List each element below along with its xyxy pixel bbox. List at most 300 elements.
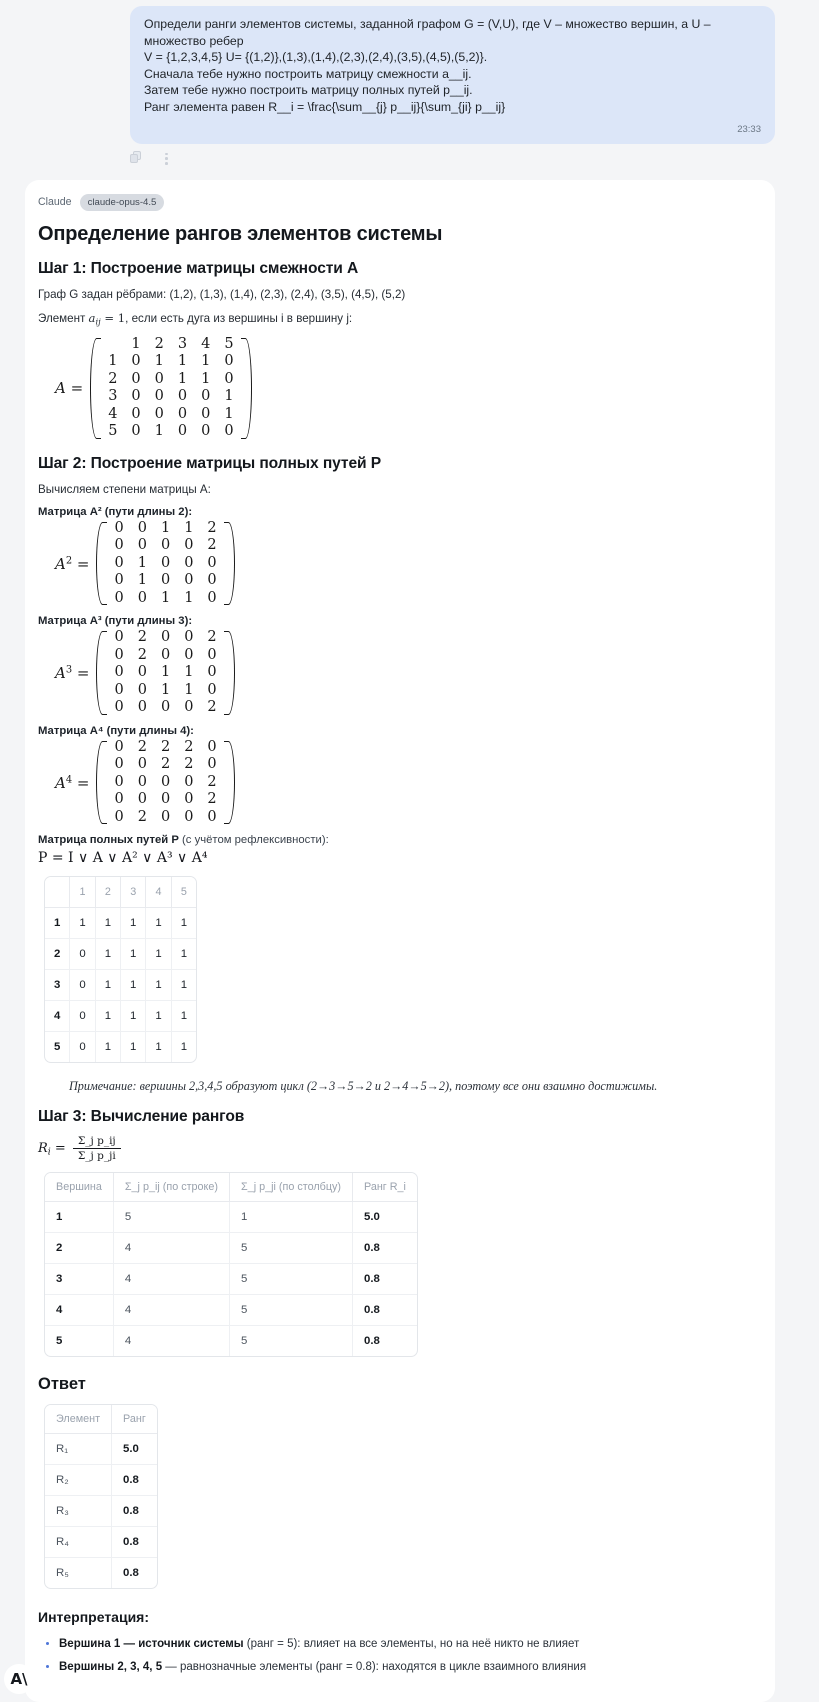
user-message-line: V = {1,2,3,4,5} U= {(1,2)},(1,3),(1,4),(2,3),(2,4),(3,5),(4,5),(5,2)}.: [144, 50, 488, 65]
rank-formula: [38, 1135, 757, 1162]
matrix-cell: 0: [114, 773, 124, 790]
element-def-post: , если есть дуга из вершины i в вершину j:: [125, 311, 353, 325]
rank-denominator: Σ_j p_ji: [73, 1148, 121, 1162]
matrix-A3-lhs: $A^3$ =: [55, 664, 90, 683]
answer-rank: 0.8: [123, 1567, 139, 1580]
matrix-col-header: 1: [131, 335, 141, 352]
matrix-cell: 0: [160, 699, 171, 716]
matrix-cell: 1: [184, 664, 194, 681]
matrix-row-header: 2: [108, 370, 118, 387]
user-message-line: Определи ранги элементов системы, заданной графом G = (V,U), где V – множество вершин, а U – множество ребер: [144, 17, 715, 48]
matrix-cell: 0: [137, 664, 147, 681]
interpretation-list: [37, 1634, 757, 1678]
p-cell: 0: [70, 970, 95, 1001]
answer-element: R₂: [45, 1465, 112, 1496]
inline-math-aij: $a_{ij}$: [88, 310, 101, 326]
matrix-A3-grid: [107, 629, 223, 717]
matrix-cell: 0: [137, 537, 147, 554]
matrix-cell: 2: [207, 791, 217, 808]
matrix-A: [55, 336, 757, 441]
table-row: [45, 1264, 417, 1295]
matrix-cell: 1: [154, 423, 164, 440]
matrix-cell: 0: [201, 405, 211, 422]
assistant-meta: [37, 194, 757, 211]
right-paren: [241, 336, 252, 441]
user-message-bubble: [130, 6, 775, 144]
p-col-header: 4: [146, 877, 171, 908]
rank-value: 5.0: [353, 1202, 417, 1233]
matrix-cell: 0: [207, 646, 217, 663]
table-row: [45, 1527, 157, 1558]
matrix-row-header: 1: [108, 353, 118, 370]
inline-math-eq1: = 1: [100, 310, 126, 325]
matrix-cell: 0: [114, 537, 124, 554]
matrix-cell: 0: [137, 589, 147, 606]
p-cell: 1: [172, 939, 196, 970]
matrix-cell: 1: [160, 681, 171, 698]
matrix-cell: 0: [184, 554, 194, 571]
matrix-cell: 2: [207, 773, 217, 790]
matrix-cell: 0: [177, 405, 188, 422]
matrix-cell: 0: [184, 646, 194, 663]
matrix-cell: 0: [114, 519, 124, 536]
matrix-cell: 2: [207, 519, 217, 536]
rank-colsum: 5: [230, 1295, 353, 1326]
rank-fraction: [73, 1135, 121, 1162]
right-paren: [224, 520, 235, 608]
left-paren: [96, 739, 107, 827]
matrix-cell: 0: [201, 388, 211, 405]
matrix-cell: 2: [137, 738, 147, 755]
p-cell: 1: [96, 970, 121, 1001]
rank-value: 0.8: [353, 1295, 417, 1326]
matrix-row: [107, 774, 223, 792]
matrix-cell: 0: [154, 405, 164, 422]
bullet-rest: — равнозначные элементы (ранг = 0.8): находятся в цикле взаимного влияния: [162, 1661, 587, 1674]
step1-heading: Шаг 1: Построение матрицы смежности A: [38, 259, 359, 277]
p-matrix-table: [44, 876, 197, 1063]
p-cell: 1: [70, 908, 95, 939]
p-row-header: 3: [45, 970, 70, 1001]
matrix-A3-base: A: [55, 664, 66, 683]
rank-rowsum: 4: [114, 1264, 230, 1295]
p-cell: 1: [121, 970, 146, 1001]
matrix-row: [107, 791, 223, 809]
table-row: [45, 1295, 417, 1326]
matrix-A3-label: Матрица A³ (пути длины 3):: [38, 615, 193, 628]
p-cell: 1: [96, 908, 121, 939]
rank-rowsum: 4: [114, 1295, 230, 1326]
table-row: [45, 1001, 196, 1032]
matrix-cell: 0: [137, 699, 147, 716]
p-row-header: 2: [45, 939, 70, 970]
matrix-cell: 0: [184, 572, 194, 589]
rank-table: [44, 1172, 418, 1357]
p-corner-header: [45, 877, 70, 908]
matrix-cell: 0: [207, 572, 217, 589]
matrix-P-label: [38, 834, 757, 846]
p-cell: 1: [146, 908, 171, 939]
matrix-row: [107, 664, 223, 682]
matrix-A2-exp: 2: [65, 555, 73, 567]
matrix-A4-base: A: [55, 773, 66, 792]
table-row: [45, 1558, 157, 1588]
p-cell: 1: [121, 939, 146, 970]
matrix-row: [107, 756, 223, 774]
matrix-cell: 1: [184, 681, 194, 698]
matrix-cell: 1: [137, 572, 147, 589]
rank-rowsum: 4: [114, 1326, 230, 1356]
matrix-cell: 0: [207, 808, 217, 825]
step3-heading: Шаг 3: Вычисление рангов: [38, 1108, 245, 1126]
answer-rank: 0.8: [112, 1496, 157, 1527]
rank-col-header: Σ_j p_ij (по строке): [114, 1173, 230, 1202]
table-row: [45, 908, 196, 939]
rank-value: 0.8: [353, 1264, 417, 1295]
matrix-row: [101, 353, 240, 371]
matrix-cell: 0: [207, 554, 217, 571]
matrix-A-grid: [101, 336, 240, 441]
matrix-row: [101, 423, 240, 441]
matrix-cell: 2: [184, 756, 194, 773]
element-def-pre: Элемент: [38, 311, 89, 325]
model-badge: claude-opus-4.5: [80, 194, 165, 211]
p-cell: 1: [121, 908, 146, 939]
matrix-cell: 0: [154, 370, 164, 387]
matrix-A3: [55, 629, 757, 717]
answer-rank: 0.8: [112, 1527, 157, 1558]
rank-vertex: 3: [45, 1264, 114, 1295]
matrix-P-label-norm: (с учётом рефлексивности):: [178, 834, 329, 847]
p-row-header: 1: [45, 908, 70, 939]
matrix-cell: 2: [137, 629, 147, 646]
matrix-cell: 0: [207, 756, 217, 773]
matrix-cell: 0: [207, 664, 217, 681]
p-cell: 1: [121, 1001, 146, 1032]
assistant-response-card: [25, 180, 775, 1702]
matrix-cell: 0: [160, 646, 171, 663]
rank-value: 0.8: [364, 1335, 380, 1348]
bullet-rest: (ранг = 5): влияет на все элементы, но на неё никто не влияет: [243, 1638, 580, 1651]
matrix-A4-grid: [107, 739, 223, 827]
matrix-cell: 2: [137, 646, 147, 663]
matrix-cell: 1: [224, 405, 234, 422]
matrix-A-label: A: [55, 379, 66, 398]
p-col-header: 5: [172, 877, 196, 908]
rank-colsum: 5: [230, 1264, 353, 1295]
matrix-cell: 0: [160, 572, 171, 589]
p-cell: 1: [146, 1032, 171, 1062]
matrix-cell: 2: [160, 756, 171, 773]
matrix-cell: 1: [177, 370, 188, 387]
matrix-row: [107, 520, 223, 538]
matrix-cell: 1: [137, 554, 147, 571]
matrix-cell: 0: [114, 629, 124, 646]
matrix-cell: 0: [184, 773, 194, 790]
matrix-cell: 0: [177, 388, 188, 405]
matrix-row-header: 3: [108, 388, 118, 405]
matrix-col-header: 2: [154, 335, 164, 352]
answer-rank: 5.0: [112, 1434, 157, 1465]
table-row: [45, 1496, 157, 1527]
copy-icon[interactable]: [130, 151, 145, 166]
matrix-row: [107, 572, 223, 590]
matrix-cell: 1: [184, 519, 194, 536]
step2-heading: Шаг 2: Построение матрицы полных путей P: [38, 454, 382, 472]
p-cell: 1: [96, 1001, 121, 1032]
matrix-cell: 1: [224, 388, 234, 405]
rank-vertex: 2: [45, 1233, 114, 1264]
answer-element: R₅: [45, 1558, 112, 1588]
user-message-line: Затем тебе нужно построить матрицу полных путей p__ij.: [144, 83, 473, 98]
matrix-row: [107, 629, 223, 647]
answer-col-header: Элемент: [45, 1405, 112, 1434]
matrix-cell: 0: [137, 756, 147, 773]
matrix-cell: 0: [131, 370, 141, 387]
message-actions: [0, 144, 819, 166]
matrix-cell: 0: [114, 791, 124, 808]
matrix-A2-lhs: $A^2$ =: [55, 554, 90, 573]
list-item: [59, 1634, 757, 1655]
p-cell: 1: [172, 908, 196, 939]
matrix-row: [107, 809, 223, 827]
matrix-cell: 0: [184, 808, 194, 825]
matrix-corner: [101, 336, 124, 354]
rank-colsum: 5: [230, 1233, 353, 1264]
matrix-cell: 0: [131, 388, 141, 405]
answer-heading: Ответ: [38, 1375, 86, 1394]
table-row: [45, 1326, 417, 1356]
p-cell: 0: [70, 1032, 95, 1062]
table-row: [45, 1233, 417, 1264]
rank-formula-sub: i: [47, 1146, 51, 1158]
p-cell: 1: [96, 1032, 121, 1062]
matrix-cell: 1: [177, 353, 188, 370]
table-header-row: [45, 877, 196, 908]
step2-intro: Вычисляем степени матрицы A:: [38, 482, 211, 496]
matrix-cell: 0: [137, 519, 147, 536]
matrix-cell: 0: [114, 664, 124, 681]
rank-vertex: 5: [45, 1326, 114, 1356]
matrix-cell: 1: [160, 664, 171, 681]
matrix-cell: 0: [114, 646, 124, 663]
answer-table: [44, 1404, 158, 1589]
matrix-cell: 0: [184, 791, 194, 808]
p-col-header: 1: [70, 877, 95, 908]
p-cell: 0: [70, 1001, 95, 1032]
matrix-cell: 0: [131, 423, 141, 440]
anthropic-logo-icon: A\: [4, 1664, 34, 1694]
matrix-cell: 0: [114, 699, 124, 716]
matrix-cell: 1: [201, 370, 211, 387]
p-cell: 1: [180, 1041, 188, 1054]
matrix-A3-exp: 3: [65, 664, 73, 676]
rank-vertex: 1: [45, 1202, 114, 1233]
table-header-row: [45, 1173, 417, 1202]
p-cell: 1: [172, 1001, 196, 1032]
rank-colsum: 1: [230, 1202, 353, 1233]
right-paren: [224, 739, 235, 827]
matrix-row: [107, 590, 223, 608]
p-cell: 1: [172, 970, 196, 1001]
left-paren: [90, 336, 101, 441]
page-title: Определение рангов элементов системы: [38, 222, 443, 245]
matrix-cell: 0: [184, 537, 194, 554]
rank-rowsum: 4: [114, 1233, 230, 1264]
matrix-P-formula: P = I ∨ A ∨ A² ∨ A³ ∨ A⁴: [38, 850, 208, 867]
matrix-A4: [55, 739, 757, 827]
cycle-note: Примечание: вершины 2,3,4,5 образуют цикл (2→3→5→2 и 2→4→5→2), поэтому все они взаимно достижимы.: [69, 1079, 658, 1094]
more-vertical-icon[interactable]: [159, 151, 174, 166]
p-cell: 1: [121, 1032, 146, 1062]
bullet-bold: Вершина 1 — источник системы: [59, 1638, 244, 1651]
matrix-cell: 0: [201, 423, 211, 440]
answer-element: R₃: [45, 1496, 112, 1527]
matrix-cell: 0: [224, 423, 234, 440]
matrix-row: [107, 537, 223, 555]
rank-formula-lhs: $R_i$ =: [38, 1140, 66, 1158]
matrix-cell: 0: [224, 353, 234, 370]
rank-col-header: Вершина: [45, 1173, 114, 1202]
matrix-cell: 0: [224, 370, 234, 387]
matrix-col-header: 3: [177, 335, 188, 352]
matrix-row: [107, 699, 223, 717]
matrix-cell: 2: [207, 699, 217, 716]
matrix-cell: 0: [177, 423, 188, 440]
user-message-line: Ранг элемента равен R__i = \frac{\sum__{j} p__ij}{\sum_{ji} p__ij}: [144, 99, 506, 114]
matrix-cell: 0: [160, 791, 171, 808]
matrix-row: [101, 388, 240, 406]
table-row: [45, 1434, 157, 1465]
step1-intro: Граф G задан рёбрами: (1,2), (1,3), (1,4), (2,3), (2,4), (3,5), (4,5), (5,2): [38, 287, 406, 301]
interpretation-heading: Интерпретация:: [38, 1609, 150, 1626]
matrix-cell: 2: [137, 808, 147, 825]
matrix-row: [107, 739, 223, 757]
rank-value: 0.8: [353, 1233, 417, 1264]
step1-element-def: [38, 310, 757, 329]
matrix-cell: 0: [160, 773, 171, 790]
matrix-cell: 1: [160, 519, 171, 536]
matrix-row: [107, 647, 223, 665]
matrix-cell: 0: [137, 773, 147, 790]
matrix-cell: 1: [154, 353, 164, 370]
p-cell: 1: [96, 939, 121, 970]
matrix-cell: 0: [207, 681, 217, 698]
matrix-cell: 0: [114, 572, 124, 589]
matrix-cell: 2: [184, 738, 194, 755]
matrix-row-header: 4: [108, 405, 118, 422]
matrix-A4-exp: 4: [65, 774, 73, 786]
bullet-bold: Вершины 2, 3, 4, 5: [59, 1661, 163, 1674]
table-row: [45, 1465, 157, 1496]
user-message-line: Сначала тебе нужно построить матрицу смежности a__ij.: [144, 66, 472, 81]
matrix-cell: 2: [207, 629, 217, 646]
matrix-A4-lhs: $A^4$ =: [55, 773, 90, 792]
answer-rank: 0.8: [112, 1465, 157, 1496]
rank-numerator: Σ_j p_ij: [77, 1135, 116, 1148]
matrix-A-lhs: A =: [55, 379, 84, 398]
p-col-header: 3: [121, 877, 146, 908]
rank-colsum: 5: [230, 1326, 353, 1356]
rank-rowsum: 5: [114, 1202, 230, 1233]
matrix-A2-grid: [107, 520, 223, 608]
matrix-row-header: 5: [108, 423, 118, 440]
table-header-row: [45, 1405, 157, 1434]
matrix-row: [107, 555, 223, 573]
matrix-cell: 0: [114, 808, 124, 825]
rank-vertex: 4: [45, 1295, 114, 1326]
table-row: [45, 1032, 196, 1062]
list-item: [59, 1657, 757, 1678]
matrix-cell: 1: [184, 589, 194, 606]
user-message-row: [0, 0, 819, 144]
matrix-cell: 0: [160, 629, 171, 646]
p-col-header: 2: [96, 877, 121, 908]
answer-element: R₄: [45, 1527, 112, 1558]
p-cell: 0: [70, 939, 95, 970]
matrix-cell: 0: [207, 589, 217, 606]
matrix-col-header: 5: [224, 335, 234, 352]
p-cell: 1: [146, 1001, 171, 1032]
answer-col-header: Ранг: [112, 1405, 157, 1434]
matrix-cell: 0: [114, 738, 124, 755]
matrix-cell: 0: [160, 554, 171, 571]
message-timestamp: 23:33: [737, 123, 761, 135]
p-cell: 1: [146, 939, 171, 970]
rank-formula-R: R: [38, 1140, 48, 1156]
right-paren: [224, 629, 235, 717]
p-row-header: 5: [45, 1032, 70, 1062]
matrix-cell: 2: [207, 537, 217, 554]
matrix-A2-base: A: [55, 554, 66, 573]
table-row: [45, 939, 196, 970]
matrix-A2: [55, 520, 757, 608]
left-paren: [96, 629, 107, 717]
matrix-cell: 0: [207, 738, 217, 755]
matrix-cell: 0: [137, 791, 147, 808]
matrix-cell: 0: [184, 699, 194, 716]
matrix-row: [107, 682, 223, 700]
matrix-cell: 0: [137, 681, 147, 698]
matrix-A2-label: Матрица A² (пути длины 2):: [38, 505, 193, 518]
matrix-cell: 0: [160, 537, 171, 554]
matrix-row: [101, 406, 240, 424]
p-cell: 1: [146, 970, 171, 1001]
matrix-cell: 0: [184, 629, 194, 646]
p-row-header: 4: [45, 1001, 70, 1032]
matrix-header-row: [101, 336, 240, 354]
matrix-cell: 1: [201, 353, 211, 370]
matrix-cell: 0: [131, 353, 141, 370]
matrix-cell: 0: [114, 756, 124, 773]
table-row: [45, 1202, 417, 1233]
rank-col-header: Ранг R_i: [353, 1173, 417, 1202]
matrix-cell: 0: [160, 808, 171, 825]
rank-col-header: Σ_j p_ji (по столбцу): [230, 1173, 353, 1202]
matrix-col-header: 4: [201, 335, 211, 352]
answer-element: R₁: [45, 1434, 112, 1465]
assistant-author: Claude: [38, 196, 72, 209]
matrix-cell: 2: [160, 738, 171, 755]
matrix-cell: 0: [114, 554, 124, 571]
matrix-row: [101, 371, 240, 389]
matrix-cell: 0: [131, 405, 141, 422]
matrix-cell: 0: [154, 388, 164, 405]
matrix-cell: 0: [114, 589, 124, 606]
table-row: [45, 970, 196, 1001]
left-paren: [96, 520, 107, 608]
matrix-A4-label: Матрица A⁴ (пути длины 4):: [38, 724, 194, 737]
